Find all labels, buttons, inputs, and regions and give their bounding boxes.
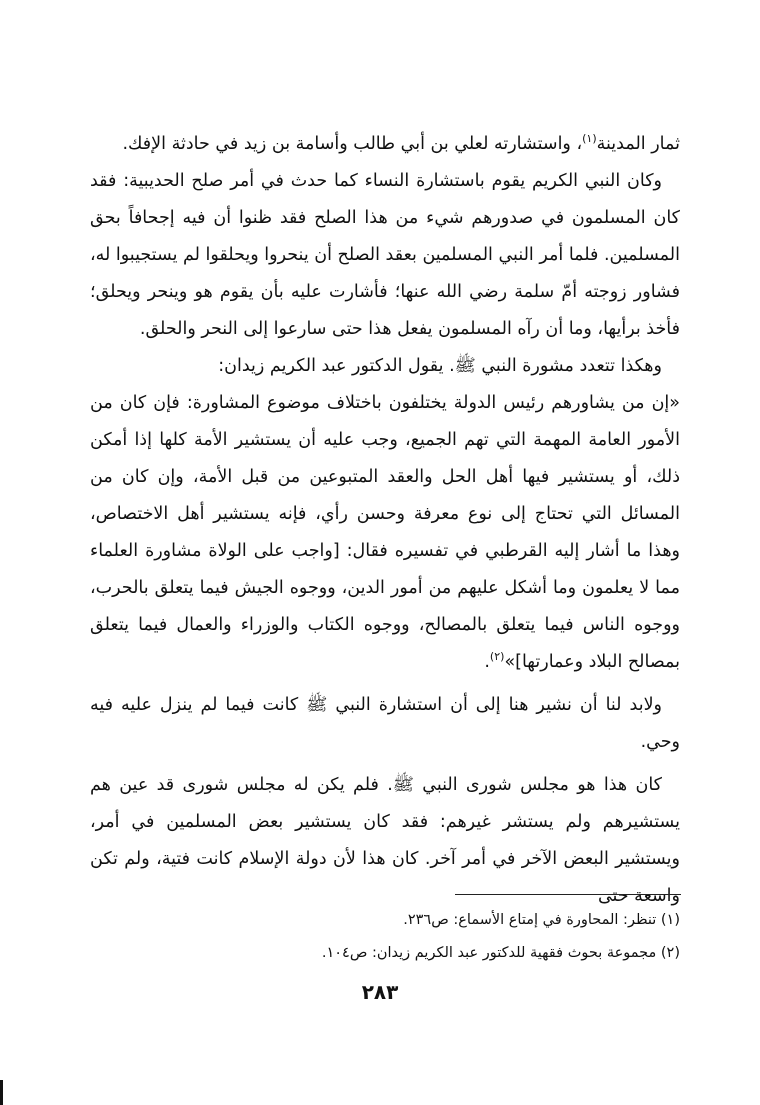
paragraph-5: ولابد لنا أن نشير هنا إلى أن استشارة النبي ﷺ كانت فيما لم ينزل عليه فيه وحي. bbox=[90, 695, 680, 752]
paragraph-4-quote: «إن من يشاورهم رئيس الدولة يختلفون باختلاف موضوع المشاورة: فإن كان من الأمور العامة المهمة التي تهم الجميع، وجب عليه أن يستشير الأمة كلها إذا أمكن ذلك، أو يستشير فيها أهل الحل والعقد المتبوعين من قبل الأمة، وإن كان من المسائل التي تحتاج إلى نوع معرفة وحسن رأي، فإنه يستشير أهل الاختصاص، وهذا ما أشار إليه القرطبي في تفسيره فقال: [واجب على الولاة مشاورة العلماء مما لا يعلمون وما أشكل عليهم من أمور الدين، ووجوه الجيش فيما يتعلق بالحرب، ووجوه الناس فيما يتعلق بالمصالح، ووجوه الكتاب والوزراء والعمال فيما يتعلق بمصالح البلاد وعمارتها]»$^{(٢)}$. bbox=[90, 393, 680, 672]
scan-edge-mark bbox=[0, 1080, 3, 1105]
body-text bbox=[90, 126, 680, 915]
page-number: ٢٨٣ bbox=[361, 980, 399, 1004]
footnote-ref-1[interactable]: (١) bbox=[582, 132, 597, 146]
paragraph-2: وكان النبي الكريم يقوم باستشارة النساء كما حدث في أمر صلح الحديبية: فقد كان المسلمون في صدورهم شيء من هذا الصلح فقد ظنوا أن فيه إجحافاً بحق المسلمين. فلما أمر النبي المسلمين بعقد الصلح أن ينحروا ويحلقوا لم يستجيبوا له، فشاور زوجته أمّ سلمة رضي الله عنها؛ فأشارت عليه بأن يقوم هو وينحر ويحلق؛ فأخذ برأيها، وما أن رآه المسلمون يفعل هذا حتى سارعوا إلى النحر والحلق. bbox=[89, 171, 680, 339]
footnote-ref-2[interactable]: (٢) bbox=[489, 650, 505, 664]
footnote-1: (١) تنظر: المحاورة في إمتاع الأسماع: ص٢٣٦. bbox=[403, 912, 680, 928]
paragraph-6: كان هذا هو مجلس شورى النبي ﷺ. فلم يكن له مجلس شورى قد عين هم يستشيرهم ولم يستشر غيرهم: فقد كان يستشير بعض المسلمين في أمر، ويستشير البعض الآخر في أمر آخر. كان هذا لأن دولة الإسلام كانت فتية، ولم تكن واسعة حتى bbox=[90, 775, 680, 906]
paragraph-3: وهكذا تتعدد مشورة النبي ﷺ. يقول الدكتور عبد الكريم زيدان: bbox=[218, 356, 662, 376]
paragraph-1: ثمار المدينة$^{(١)}$، واستشارته لعلي بن أبي طالب وأسامة بن زيد في حادثة الإفك. bbox=[122, 132, 680, 154]
footnotes bbox=[150, 904, 680, 970]
footnote-2: (٢) مجموعة بحوث فقهية للدكتور عبد الكريم زيدان: ص١٠٤. bbox=[321, 945, 680, 961]
footnote-separator bbox=[455, 894, 681, 895]
